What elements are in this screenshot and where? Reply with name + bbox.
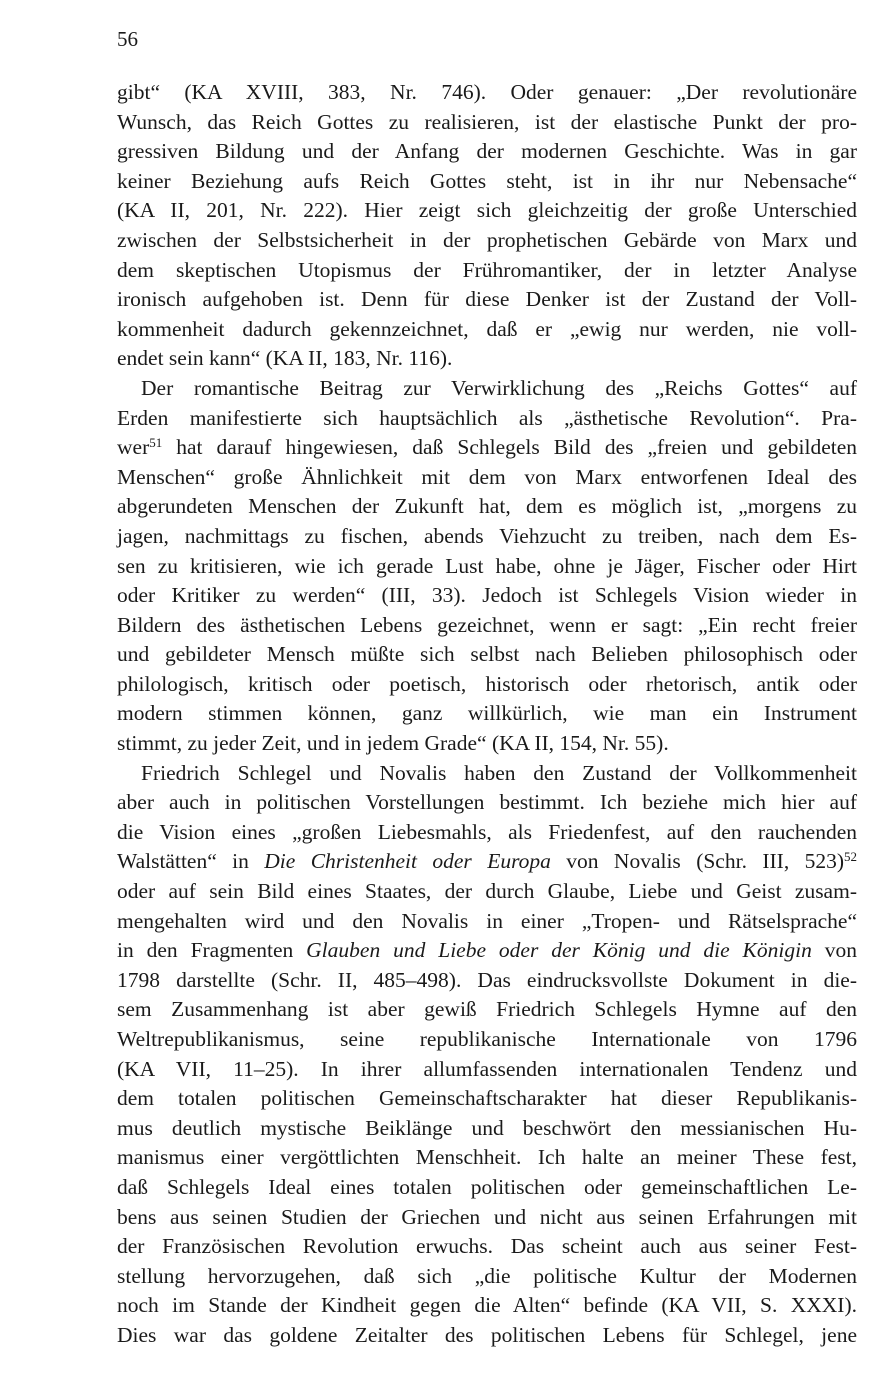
text-line: Dies war das goldene Zeitalter des politischen Lebens für Schlegel, jene [117,1322,857,1347]
text-line [117,847,857,877]
text-line: keiner Beziehung aufs Reich Gottes steht, ist in ihr nur Nebensache“ [117,168,857,193]
text-line: noch im Stande der Kindheit gegen die Alten“ befinde (KA VII, S. XXXI). [117,1293,857,1318]
text-line: (KA II, 201, Nr. 222). Hier zeigt sich gleichzeitig der große Unterschied [117,198,857,223]
footnote-ref: 52 [844,849,857,865]
text-line: mengehalten wird und den Novalis in einer „Tropen- und Rätselsprache“ [117,908,857,933]
text-line: daß Schlegels Ideal eines totalen politischen oder gemeinschaftlichen Le- [117,1174,857,1199]
text-line: Bildern des ästhetischen Lebens gezeichnet, wenn er sagt: „Ein recht freier [117,612,857,637]
line-segment: von Novalis (Schr. III, 523) [550,849,844,874]
text-line: kommenheit dadurch gekennzeichnet, daß er „ewig nur werden, nie voll- [117,316,857,341]
text-line: bens aus seinen Studien der Griechen und nicht aus seinen Erfahrungen mit [117,1204,857,1229]
text-line: gibt“ (KA XVIII, 383, Nr. 746). Oder genauer: „Der revolutionäre [117,80,857,104]
text-line [117,936,857,966]
text-line: Der romantische Beitrag zur Verwirklichung des „Reichs Gottes“ auf [141,375,857,400]
text-line: sen zu kritisieren, wie ich gerade Lust habe, ohne je Jäger, Fischer oder Hirt [117,553,857,578]
text-line [117,433,857,463]
line-segment: in den Fragmenten [117,938,307,963]
text-line: aber auch in politischen Vorstellungen bestimmt. Ich beziehe mich hier auf [117,790,857,815]
text-line: dem totalen politischen Gemeinschaftscharakter hat dieser Republikanis- [117,1086,857,1111]
text-line: 1798 darstellte (Schr. II, 485–498). Das eindrucksvollste Dokument in die- [117,967,857,992]
text-line: zwischen der Selbstsicherheit in der prophetischen Gebärde von Marx und [117,227,857,252]
page-number: 56 [117,27,138,51]
text-line: stimmt, zu jeder Zeit, und in jedem Grade“ (KA II, 154, Nr. 55). [117,731,669,756]
text-line: Wunsch, das Reich Gottes zu realisieren, ist der elastische Punkt der pro- [117,109,857,134]
text-line: der Französischen Revolution erwuchs. Das scheint auch aus seiner Fest- [117,1234,857,1259]
text-line: oder auf sein Bild eines Staates, der durch Glaube, Liebe und Geist zusam- [117,879,857,904]
text-line: abgerundeten Menschen der Zukunft hat, dem es möglich ist, „morgens zu [117,494,857,519]
text-line: endet sein kann“ (KA II, 183, Nr. 116). [117,346,453,371]
line-segment: hat darauf hingewiesen, daß Schlegels Bild des „freien und gebildeten [162,435,857,460]
text-line: modern stimmen können, ganz willkürlich, wie man ein Instrument [117,701,857,726]
text-line: philologisch, kritisch oder poetisch, historisch oder rhetorisch, antik oder [117,671,857,696]
footnote-ref: 51 [149,435,163,451]
book-title: Glauben und Liebe oder der König und die Königin [306,938,812,963]
text-line: Menschen“ große Ähnlichkeit mit dem von Marx entworfenen Ideal des [117,464,857,489]
text-line: gressiven Bildung und der Anfang der modernen Geschichte. Was in gar [117,139,857,164]
text-line: Friedrich Schlegel und Novalis haben den Zustand der Vollkommenheit [141,760,857,785]
line-segment: wer [117,435,150,460]
text-line: manismus einer vergöttlichten Menschheit. Ich halte an meiner These fest, [117,1145,857,1170]
text-line: und gebildeter Mensch müßte sich selbst nach Belieben philosophisch oder [117,642,857,667]
text-line: mus deutlich mystische Beiklänge und beschwört den messianischen Hu- [117,1115,857,1140]
body-text [117,78,857,1351]
text-line: stellung hervorzugehen, daß sich „die politische Kultur der Modernen [117,1263,857,1288]
text-line: dem skeptischen Utopismus der Frühromantiker, der in letzter Analyse [117,257,857,282]
text-line: ironisch aufgehoben ist. Denn für diese Denker ist der Zustand der Voll- [117,287,857,312]
text-line: oder Kritiker zu werden“ (III, 33). Jedoch ist Schlegels Vision wieder in [117,583,857,608]
text-line: Erden manifestierte sich hauptsächlich als „ästhetische Revolution“. Pra- [117,405,857,430]
line-segment: von [811,938,857,963]
text-line: die Vision eines „großen Liebesmahls, als Friedenfest, auf den rauchenden [117,819,857,844]
text-line: jagen, nachmittags zu fischen, abends Viehzucht zu treiben, nach dem Es- [117,523,857,548]
text-line: Weltrepublikanismus, seine republikanische Internationale von 1796 [117,1027,857,1051]
line-segment: Walstätten“ in [117,849,265,874]
text-line: (KA VII, 11–25). In ihrer allumfassenden internationalen Tendenz und [117,1056,857,1081]
book-title: Die Christenheit oder Europa [264,849,551,874]
text-line: sem Zusammenhang ist aber gewiß Friedrich Schlegels Hymne auf den [117,997,857,1022]
